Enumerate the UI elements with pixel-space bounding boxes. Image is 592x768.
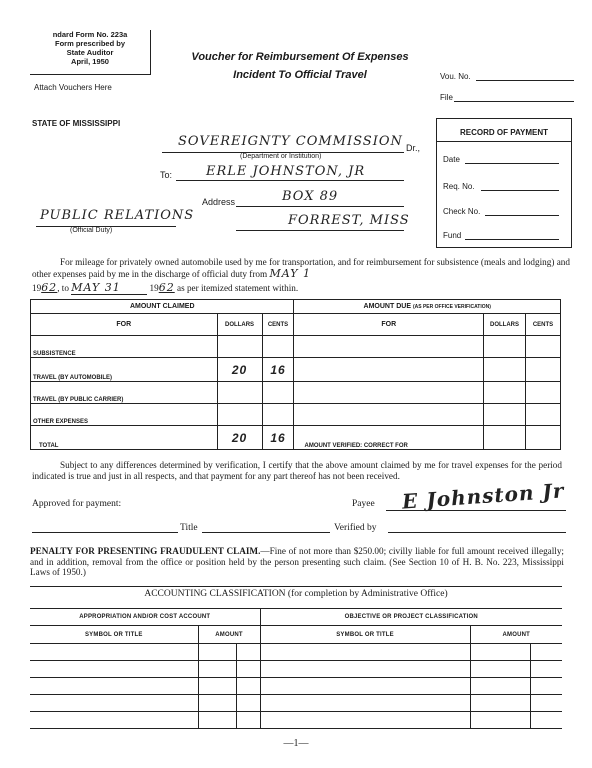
period-year-2: 62 (158, 281, 175, 294)
symbol-header-left: SYMBOL OR TITLE (30, 626, 198, 644)
address-line1: BOX 89 (282, 189, 339, 204)
verified-by-line (388, 532, 566, 533)
acct-cell (236, 678, 260, 695)
acct-cell (30, 678, 198, 695)
row-dollars (217, 404, 262, 426)
due-cell (294, 382, 484, 404)
acct-cell (260, 644, 470, 661)
due-cell (294, 404, 484, 426)
penalty-heading: PENALTY FOR PRESENTING FRAUDULENT CLAIM. (30, 546, 261, 556)
state-label: STATE OF MISSISSIPPI (32, 119, 121, 128)
voucher-title: Voucher for Reimbursement Of Expenses (191, 51, 409, 63)
amount-claimed-header: AMOUNT CLAIMED (31, 300, 294, 314)
record-check-line (485, 215, 559, 216)
acct-cell (198, 678, 236, 695)
row-cents (262, 382, 294, 404)
record-fund-label: Fund (443, 231, 462, 240)
year-prefix-1: 19 (32, 283, 42, 293)
row-cents (262, 336, 294, 358)
record-date-line (465, 163, 559, 164)
total-label: TOTAL (31, 426, 218, 450)
accounting-table (30, 608, 562, 729)
table-row-total (31, 426, 561, 450)
voucher-number-label: Vou. No. (440, 72, 471, 81)
appropriation-header: APPROPRIATION AND/OR COST ACCOUNT (30, 609, 260, 626)
acct-cell (30, 644, 198, 661)
address-line2: FORREST, MISS (288, 213, 410, 228)
acct-cell (530, 644, 562, 661)
form-auditor: State Auditor (66, 48, 114, 57)
accounting-row (30, 661, 562, 678)
accounting-row (30, 644, 562, 661)
record-title: RECORD OF PAYMENT (459, 128, 548, 137)
approval-line (32, 532, 178, 533)
due-cell (294, 358, 484, 382)
acct-cell (236, 695, 260, 712)
period-from-value: MAY 1 (269, 267, 311, 280)
table-row (31, 358, 561, 382)
row-cents (262, 404, 294, 426)
official-duty-value: PUBLIC RELATIONS (40, 208, 195, 223)
acct-cell (236, 644, 260, 661)
record-fund-line (465, 239, 559, 240)
form-number-box (30, 30, 151, 75)
table-row (31, 336, 561, 358)
due-cell (484, 382, 526, 404)
acct-cell (260, 678, 470, 695)
record-req-label: Req. No. (443, 182, 475, 191)
accounting-row (30, 678, 562, 695)
title-line (202, 532, 330, 533)
due-cell (525, 426, 560, 450)
accounting-title: ACCOUNTING CLASSIFICATION (for completion by Administrative Office) (30, 586, 562, 599)
col-dollars-claimed: DOLLARS (217, 314, 262, 336)
acct-cell (236, 661, 260, 678)
official-duty-caption: (Official Duty) (70, 227, 113, 234)
table-row (31, 382, 561, 404)
department-caption: (Department or Institution) (240, 153, 322, 160)
to-line (176, 180, 404, 181)
amount-verified-label: AMOUNT VERIFIED: CORRECT FOR (294, 426, 484, 450)
due-cell (484, 404, 526, 426)
acct-cell (30, 712, 198, 729)
row-dollars (217, 336, 262, 358)
record-of-payment-box (436, 118, 572, 248)
mileage-paragraph (32, 257, 570, 280)
itemized-text: as per itemized statement within. (177, 283, 299, 293)
amount-due-header-cell (294, 300, 561, 314)
amount-table (30, 299, 561, 450)
file-line (454, 101, 574, 102)
total-cents: 16 (262, 426, 294, 450)
verified-by-label: Verified by (334, 523, 377, 533)
amount-header-left: AMOUNT (198, 626, 260, 644)
accounting-row (30, 712, 562, 729)
row-label: SUBSISTENCE (31, 336, 218, 358)
department-value: SOVEREIGNTY COMMISSION (178, 134, 403, 149)
file-label: File (440, 93, 453, 102)
due-cell (294, 336, 484, 358)
acct-cell (470, 661, 530, 678)
address-line-rule1 (236, 206, 404, 207)
amount-due-header: AMOUNT DUE (363, 303, 411, 310)
col-for-claimed: FOR (31, 314, 218, 336)
acct-cell (470, 644, 530, 661)
due-cell (525, 358, 560, 382)
row-label: TRAVEL (BY AUTOMOBILE) (31, 358, 218, 382)
penalty-text: —Fine of not more than $250.00; civilly liable for full amount received illegally; and in addition, removal from the office or position held by the person presenting such claim. (See Section 10 of H. B. No. 223, Mississippi Laws of 1950.) (30, 546, 564, 577)
form-number: ndard Form No. 223a (52, 30, 128, 39)
address-label: Address (202, 197, 236, 207)
acct-cell (530, 712, 562, 729)
table-row (31, 404, 561, 426)
total-dollars: 20 (217, 426, 262, 450)
acct-cell (260, 695, 470, 712)
year-prefix-2: 19 (149, 283, 159, 293)
title-label: Title (180, 523, 198, 533)
certify-paragraph: Subject to any differences determined by verification, I certify that the above amount claimed by me for travel expenses for the period indicated is true and just in all respects, and that payment for any part thereof has not been received. (32, 460, 562, 481)
acct-cell (470, 712, 530, 729)
amount-header-right: AMOUNT (470, 626, 562, 644)
symbol-header-right: SYMBOL OR TITLE (260, 626, 470, 644)
page-number: —1— (283, 738, 309, 749)
col-for-due: FOR (294, 314, 484, 336)
objective-header: OBJECTIVE OR PROJECT CLASSIFICATION (260, 609, 562, 626)
form-date: April, 1950 (71, 57, 109, 66)
accounting-row (30, 695, 562, 712)
amount-due-sub: (AS PER OFFICE VERIFICATION) (412, 304, 491, 310)
acct-cell (198, 695, 236, 712)
acct-cell (530, 695, 562, 712)
acct-cell (530, 661, 562, 678)
due-cell (484, 358, 526, 382)
voucher-subtitle: Incident To Official Travel (233, 69, 367, 81)
address-line-rule2 (236, 230, 404, 231)
penalty-paragraph (30, 546, 564, 578)
due-cell (525, 336, 560, 358)
acct-cell (236, 712, 260, 729)
period-line (32, 281, 298, 295)
to-label: To: (160, 170, 173, 180)
acct-cell (470, 695, 530, 712)
row-dollars: 20 (217, 358, 262, 382)
due-cell (525, 404, 560, 426)
col-cents-due: CENTS (525, 314, 560, 336)
payee-signature: E Johnston Jr (401, 478, 566, 514)
mileage-text: For mileage for privately owned automobile used by me for transportation, and for reimbursement for subsistence (meals and lodging) and other expenses paid by me in the discharge of official duty from (32, 257, 570, 279)
record-req-line (481, 190, 559, 191)
form-prescribed: Form prescribed by (54, 39, 126, 48)
acct-cell (530, 678, 562, 695)
approved-label: Approved for payment: (32, 499, 122, 509)
acct-cell (470, 678, 530, 695)
due-cell (484, 426, 526, 450)
period-to-value: MAY 31 (71, 281, 147, 295)
record-check-label: Check No. (443, 207, 481, 216)
acct-cell (30, 695, 198, 712)
acct-cell (198, 661, 236, 678)
acct-cell (260, 661, 470, 678)
payee-label: Payee (352, 499, 375, 509)
due-cell (525, 382, 560, 404)
row-dollars (217, 382, 262, 404)
acct-cell (30, 661, 198, 678)
due-cell (484, 336, 526, 358)
acct-cell (260, 712, 470, 729)
period-year-1: 62 (41, 281, 58, 294)
to-value: ERLE JOHNSTON, JR (206, 164, 366, 179)
row-cents: 16 (262, 358, 294, 382)
acct-cell (198, 644, 236, 661)
department-suffix: Dr., (406, 143, 421, 153)
row-label: OTHER EXPENSES (31, 404, 218, 426)
col-dollars-due: DOLLARS (484, 314, 526, 336)
record-date-label: Date (443, 155, 460, 164)
voucher-number-line (476, 80, 574, 81)
attach-vouchers-label: Attach Vouchers Here (34, 83, 112, 92)
acct-cell (198, 712, 236, 729)
row-label: TRAVEL (BY PUBLIC CARRIER) (31, 382, 218, 404)
col-cents-claimed: CENTS (262, 314, 294, 336)
to-word: , to (57, 283, 69, 293)
